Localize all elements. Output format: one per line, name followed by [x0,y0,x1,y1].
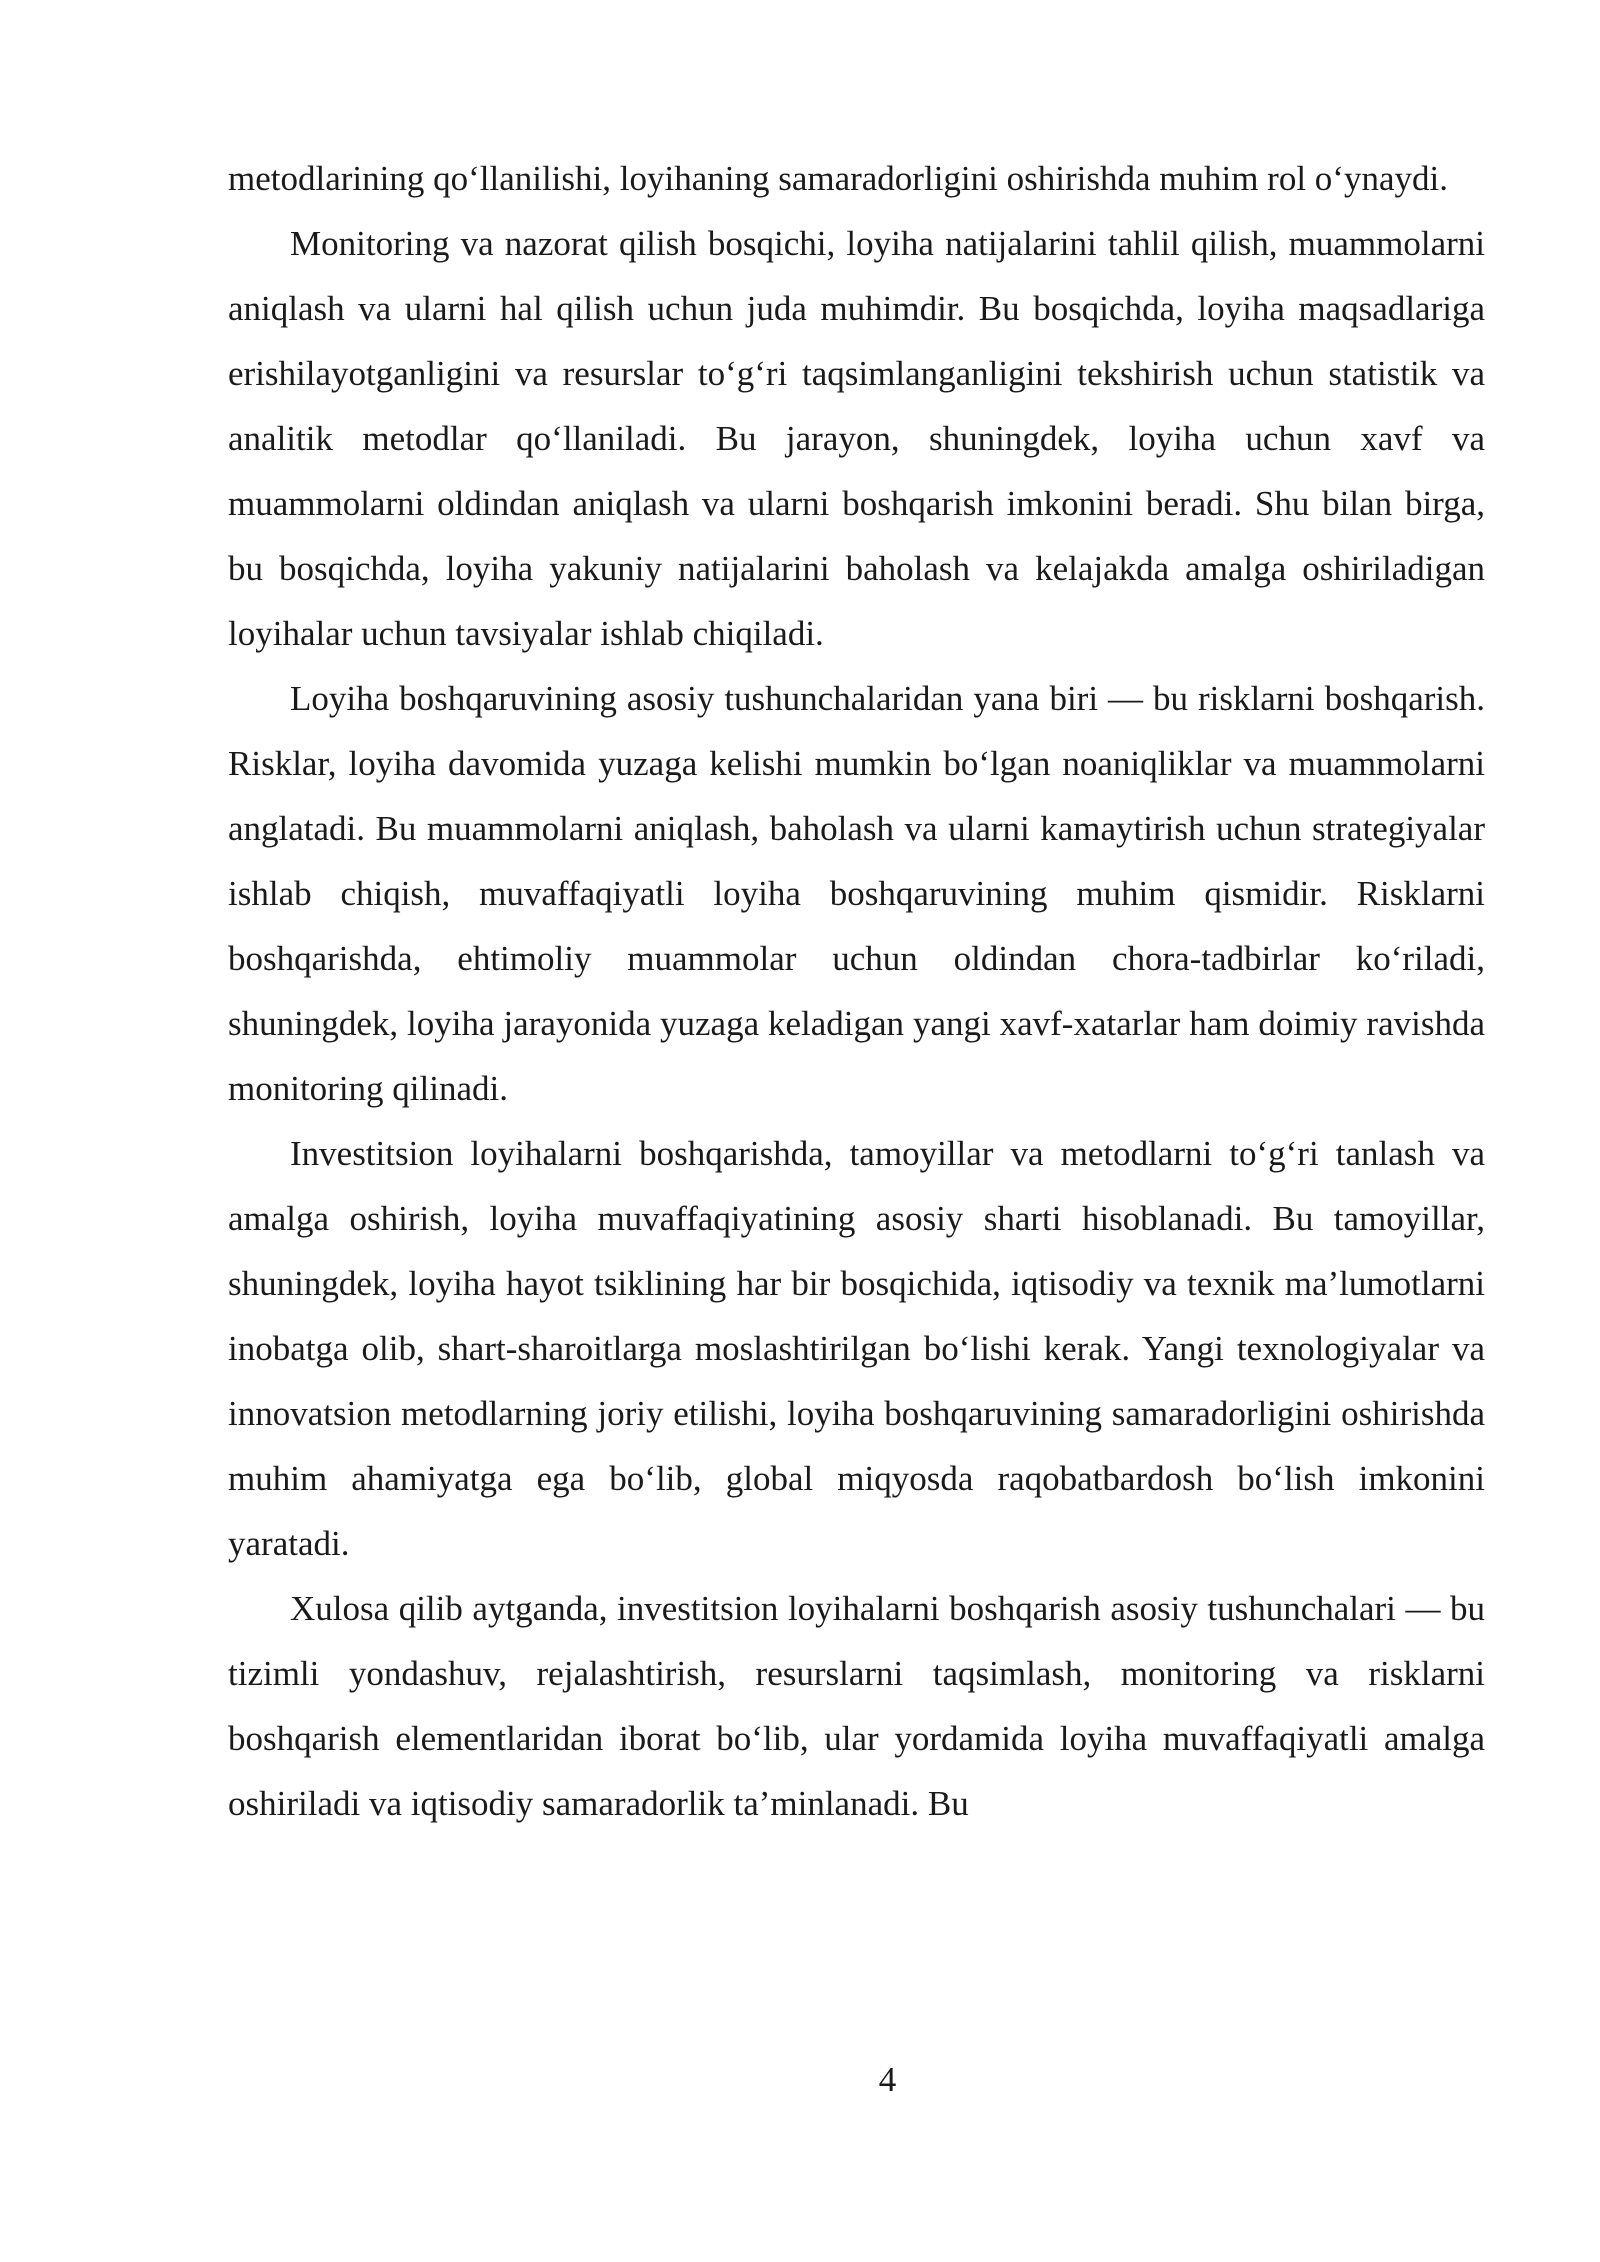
paragraph-principles: Investitsion loyihalarni boshqarishda, tamoyillar va metodlarni to‘g‘ri tanlash va amalga oshirish, loyiha muvaffaqiyatining asosiy sharti hisoblanadi. Bu tamoyillar, shuningdek, loyiha hayot tsiklining har bir bosqichida, iqtisodiy va texnik ma’lumotlarni inobatga olib, shart-sharoitlarga moslashtirilgan bo‘lishi kerak. Yangi texnologiyalar va innovatsion metodlarning joriy etilishi, loyiha boshqaruvining samaradorligini oshirishda muhim ahamiyatga ega bo‘lib, global miqyosda raqobatbardosh bo‘lish imkonini yaratadi. [228,1134,1485,1563]
page-number: 4 [878,2060,897,2099]
paragraph-continuation: metodlarining qo‘llanilishi, loyihaning samaradorligini oshirishda muhim rol o‘ynaydi. [228,159,1448,198]
paragraph-conclusion: Xulosa qilib aytganda, investitsion loyihalarni boshqarish asosiy tushunchalari — bu tizimli yondashuv, rejalashtirish, resurslarni taqsimlash, monitoring va risklarni boshqarish elementlaridan iborat bo‘lib, ular yordamida loyiha muvaffaqiyatli amalga oshiriladi va iqtisodiy samaradorlik ta’minlanadi. Bu [228,1589,1485,1823]
paragraph-risk-management: Loyiha boshqaruvining asosiy tushunchalaridan yana biri — bu risklarni boshqarish. Risklar, loyiha davomida yuzaga kelishi mumkin bo‘lgan noaniqliklar va muammolarni anglatadi. Bu muammolarni aniqlash, baholash va ularni kamaytirish uchun strategiyalar ishlab chiqish, muvaffaqiyatli loyiha boshqaruvining muhim qismidir. Risklarni boshqarishda, ehtimoliy muammolar uchun oldindan chora-tadbirlar ko‘riladi, shuningdek, loyiha jarayonida yuzaga keladigan yangi xavf-xatarlar ham doimiy ravishda monitoring qilinadi. [228,679,1485,1108]
paragraph-monitoring: Monitoring va nazorat qilish bosqichi, loyiha natijalarini tahlil qilish, muammolarni aniqlash va ularni hal qilish uchun juda muhimdir. Bu bosqichda, loyiha maqsadlariga erishilayotganligini va resurslar to‘g‘ri taqsimlanganligini tekshirish uchun statistik va analitik metodlar qo‘llaniladi. Bu jarayon, shuningdek, loyiha uchun xavf va muammolarni oldindan aniqlash va ularni boshqarish imkonini beradi. Shu bilan birga, bu bosqichda, loyiha yakuniy natijalarini baholash va kelajakda amalga oshiriladigan loyihalar uchun tavsiyalar ishlab chiqiladi. [228,224,1485,653]
body-text [228,146,1485,1836]
